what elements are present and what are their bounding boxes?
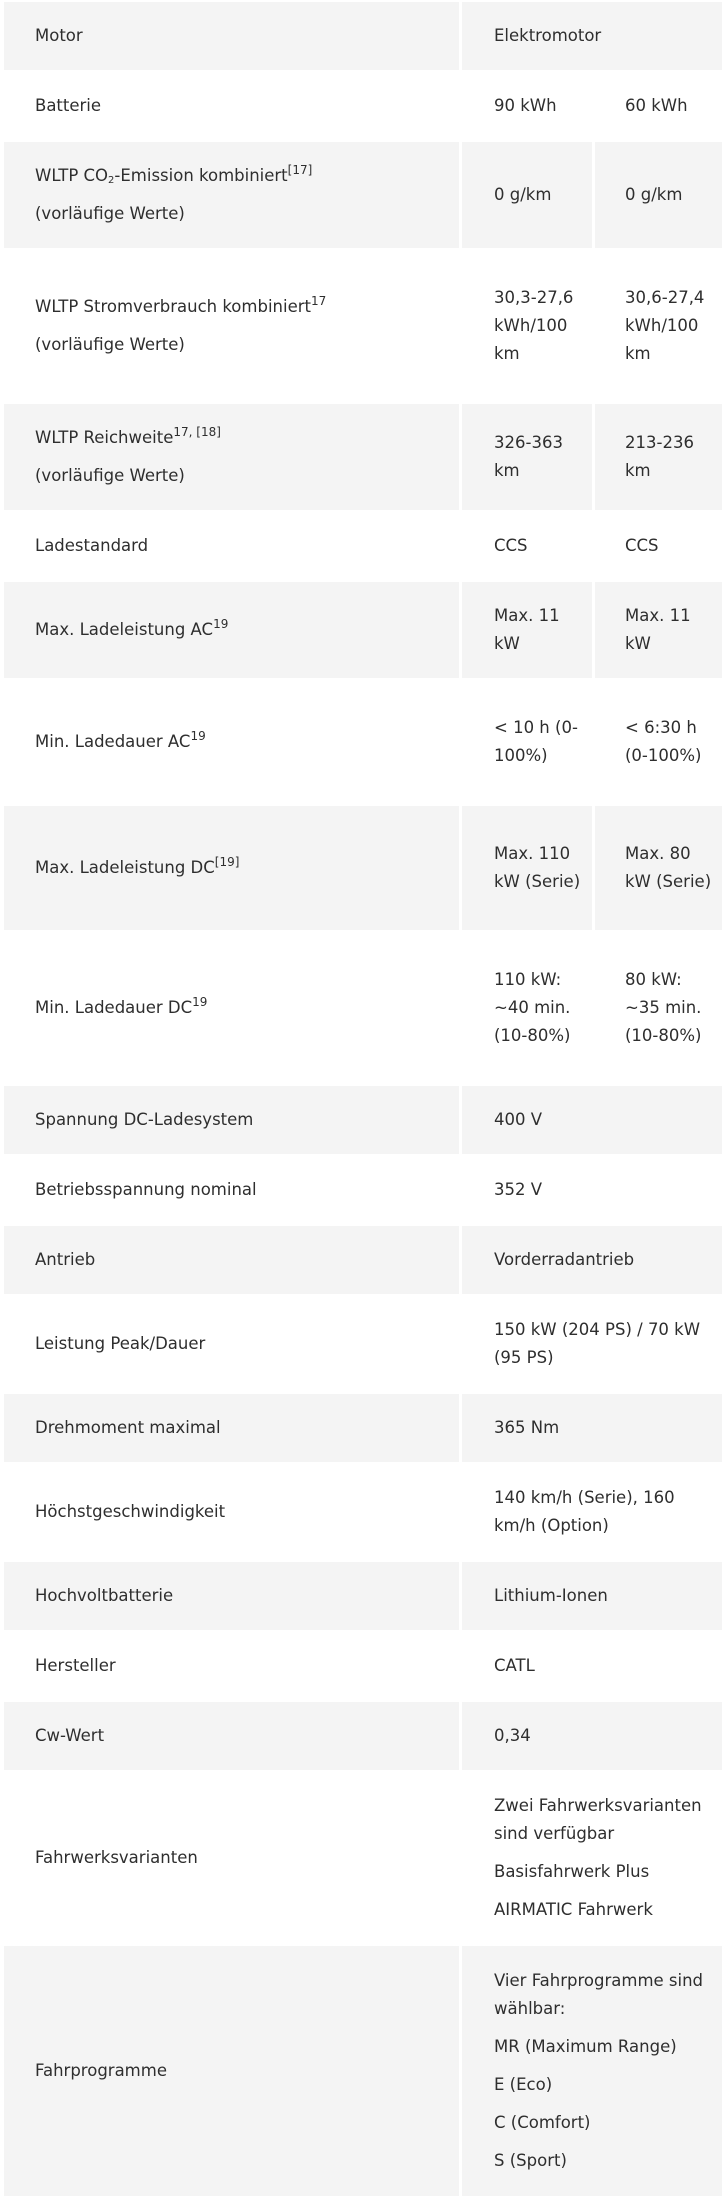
table-row: [4, 1702, 722, 1770]
row-value: 0,34: [459, 1702, 722, 1770]
row-label: WLTP Reichweite$^{17, [18]}$ (vorläufige Werte): [4, 404, 459, 510]
row-value: Vorderradantrieb: [459, 1226, 722, 1294]
row-value-60kwh: Max. 11 kW: [592, 582, 722, 678]
footnote-ref: 19: [190, 729, 206, 743]
row-value: CATL: [459, 1630, 722, 1702]
row-value-90kwh: 0 g/km: [459, 142, 592, 248]
row-label: Max. Ladeleistung DC[19]: [4, 806, 459, 930]
list-item: Vier Fahrprogramme sind wählbar:: [494, 1971, 704, 2018]
table-row: [4, 70, 722, 142]
row-value: 352 V: [459, 1154, 722, 1226]
row-label: Min. Ladedauer AC$^{19}$: [4, 678, 459, 806]
row-value-60kwh: 213-236 km: [592, 404, 722, 510]
row-note: (vorläufige Werte): [35, 466, 185, 485]
table-row: [4, 1462, 722, 1562]
row-label: Motor: [4, 2, 459, 70]
row-value-90kwh: 30,3-27,6 kWh/100 km: [459, 248, 592, 404]
footnote-ref: 17: [310, 294, 327, 308]
row-label: Hersteller: [4, 1630, 459, 1702]
table-row: [4, 930, 722, 1086]
row-label: WLTP Stromverbrauch kombiniert$^{17}$ (vorläufige Werte): [4, 248, 459, 404]
row-value: 365 Nm: [459, 1394, 722, 1462]
row-label: Spannung DC-Ladesystem: [4, 1086, 459, 1154]
row-value-list: [459, 1770, 722, 1946]
table-row: [4, 1294, 722, 1394]
table-row: [4, 806, 722, 930]
list-item: S (Sport): [494, 2151, 567, 2170]
row-label: Betriebsspannung nominal: [4, 1154, 459, 1226]
spec-table: [4, 2, 722, 2196]
row-label: Fahrwerksvarianten: [4, 1770, 459, 1946]
row-value: Elektromotor: [459, 2, 722, 70]
footnote-ref: [19]: [214, 855, 240, 869]
row-label: Cw-Wert: [4, 1702, 459, 1770]
row-value-60kwh: 80 kW: ~35 min. (10-80%): [592, 930, 722, 1086]
table-row: [4, 1562, 722, 1630]
row-label: Max. Ladeleistung AC$^{19}$: [4, 582, 459, 678]
row-value: 400 V: [459, 1086, 722, 1154]
row-value-90kwh: Max. 11 kW: [459, 582, 592, 678]
row-note: (vorläufige Werte): [35, 204, 185, 223]
table-row: [4, 142, 722, 248]
row-value-60kwh: CCS: [592, 510, 722, 582]
row-label: WLTP $CO_2$-Emission kombiniert[17] (vorläufige Werte): [4, 142, 459, 248]
row-value-list: [459, 1946, 722, 2196]
table-row: [4, 582, 722, 678]
list-item: Basisfahrwerk Plus: [494, 1862, 650, 1881]
row-value: 140 km/h (Serie), 160 km/h (Option): [459, 1462, 722, 1562]
row-label: Fahrprogramme: [4, 1946, 459, 2196]
row-value-90kwh: < 10 h (0-100%): [459, 678, 592, 806]
table-row: [4, 1394, 722, 1462]
row-label: Ladestandard: [4, 510, 459, 582]
row-label: Min. Ladedauer DC$^{19}$: [4, 930, 459, 1086]
row-label: Antrieb: [4, 1226, 459, 1294]
row-value-60kwh: < 6:30 h (0-100%): [592, 678, 722, 806]
row-value-90kwh: 326-363 km: [459, 404, 592, 510]
list-item: AIRMATIC Fahrwerk: [494, 1900, 653, 1919]
row-value-60kwh: 30,6-27,4 kWh/100 km: [592, 248, 722, 404]
table-row: [4, 2, 722, 70]
footnote-ref: 19: [213, 617, 229, 631]
list-item: MR (Maximum Range): [494, 2037, 677, 2056]
table-row: [4, 1946, 722, 2196]
table-row: [4, 248, 722, 404]
table-row: [4, 1154, 722, 1226]
table-row: [4, 1770, 722, 1946]
row-value-90kwh: Max. 110 kW (Serie): [459, 806, 592, 930]
row-value-90kwh: CCS: [459, 510, 592, 582]
row-label: Hochvoltbatterie: [4, 1562, 459, 1630]
footnote-ref: 17, [18]: [173, 425, 221, 439]
row-value-60kwh: 60 kWh: [592, 70, 722, 142]
table-row: [4, 510, 722, 582]
row-value: 150 kW (204 PS) / 70 kW (95 PS): [459, 1294, 722, 1394]
list-item: E (Eco): [494, 2075, 553, 2094]
row-value: Lithium-Ionen: [459, 1562, 722, 1630]
row-note: (vorläufige Werte): [35, 335, 185, 354]
row-label: Leistung Peak/Dauer: [4, 1294, 459, 1394]
table-row: [4, 1630, 722, 1702]
footnote-ref: [17]: [287, 163, 313, 177]
row-value-90kwh: 110 kW: ~40 min. (10-80%): [459, 930, 592, 1086]
table-row: [4, 1086, 722, 1154]
row-value-60kwh: Max. 80 kW (Serie): [592, 806, 722, 930]
table-row: [4, 678, 722, 806]
table-row: [4, 404, 722, 510]
row-value-90kwh: 90 kWh: [459, 70, 592, 142]
list-item: C (Comfort): [494, 2113, 591, 2132]
table-row: [4, 1226, 722, 1294]
row-label: Höchstgeschwindigkeit: [4, 1462, 459, 1562]
list-item: Zwei Fahrwerksvarianten sind verfügbar: [494, 1796, 702, 1843]
row-value-60kwh: 0 g/km: [592, 142, 722, 248]
footnote-ref: 19: [192, 995, 208, 1009]
row-label: Batterie: [4, 70, 459, 142]
row-label: Drehmoment maximal: [4, 1394, 459, 1462]
